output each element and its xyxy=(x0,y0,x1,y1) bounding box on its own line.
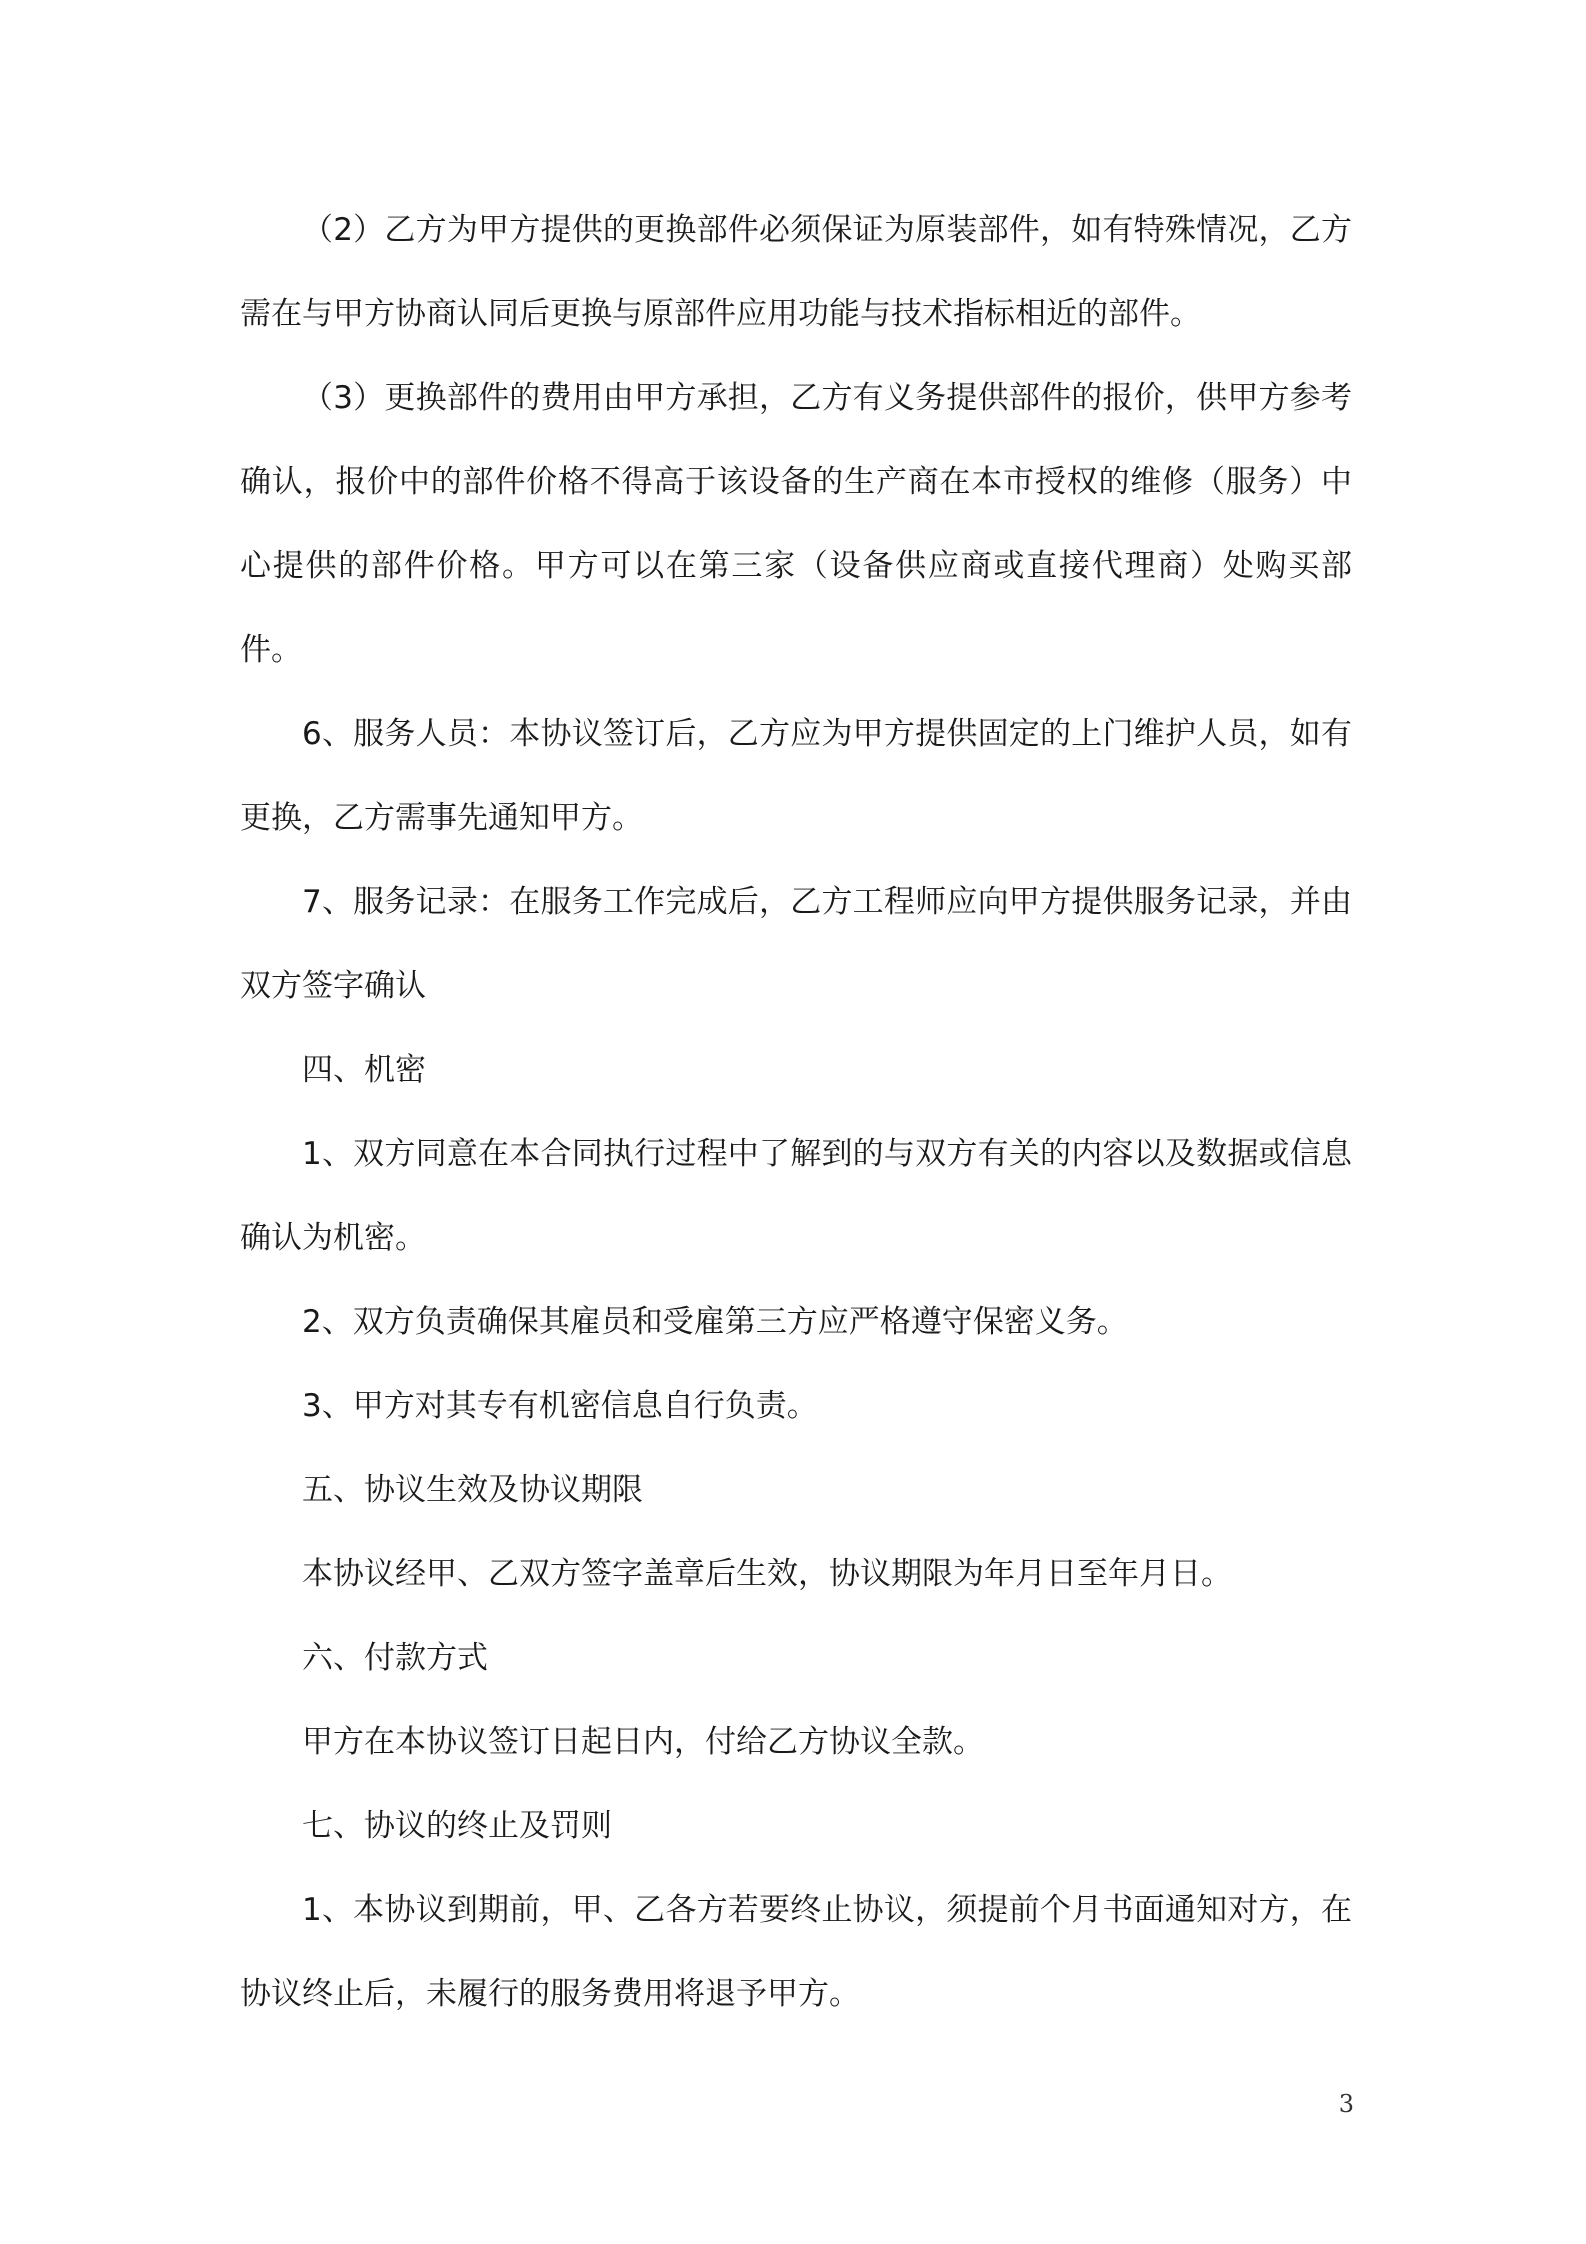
paragraph-replacement-parts-original: （2）乙方为甲方提供的更换部件必须保证为原装部件，如有特殊情况，乙方需在与甲方协商认同后更换与原部件应用功能与技术指标相近的部件。 xyxy=(240,212,1352,332)
paragraph-service-records: 7、服务记录：在服务工作完成后，乙方工程师应向甲方提供服务记录，并由双方签字确认 xyxy=(240,884,1352,1004)
section-heading-termination: 七、协议的终止及罚则 xyxy=(302,1808,612,1844)
document-body xyxy=(240,188,1352,2036)
paragraph-termination-notice: 1、本协议到期前，甲、乙各方若要终止协议，须提前个月书面通知对方，在协议终止后，未履行的服务费用将退予甲方。 xyxy=(240,1892,1352,2012)
paragraph-replacement-parts-cost: （3）更换部件的费用由甲方承担，乙方有义务提供部件的报价，供甲方参考确认，报价中的部件价格不得高于该设备的生产商在本市授权的维修（服务）中心提供的部件价格。甲方可以在第三家（设备供应商或直接代理商）处购买部件。 xyxy=(240,380,1352,668)
paragraph-confidential-info: 1、双方同意在本合同执行过程中了解到的与双方有关的内容以及数据或信息确认为机密。 xyxy=(240,1136,1352,1256)
page-number: 3 xyxy=(1338,2090,1354,2118)
paragraph-proprietary-info: 3、甲方对其专有机密信息自行负责。 xyxy=(302,1388,818,1424)
paragraph-effectiveness-term: 本协议经甲、乙双方签字盖章后生效，协议期限为年月日至年月日。 xyxy=(302,1556,1232,1592)
section-heading-effectiveness-term: 五、协议生效及协议期限 xyxy=(302,1472,643,1508)
section-heading-confidentiality: 四、机密 xyxy=(302,1052,426,1088)
paragraph-payment: 甲方在本协议签订日起日内，付给乙方协议全款。 xyxy=(302,1724,984,1760)
section-heading-payment: 六、付款方式 xyxy=(302,1640,488,1676)
paragraph-employee-confidentiality: 2、双方负责确保其雇员和受雇第三方应严格遵守保密义务。 xyxy=(302,1304,1128,1340)
paragraph-service-personnel: 6、服务人员：本协议签订后，乙方应为甲方提供固定的上门维护人员，如有更换，乙方需事先通知甲方。 xyxy=(240,716,1352,836)
